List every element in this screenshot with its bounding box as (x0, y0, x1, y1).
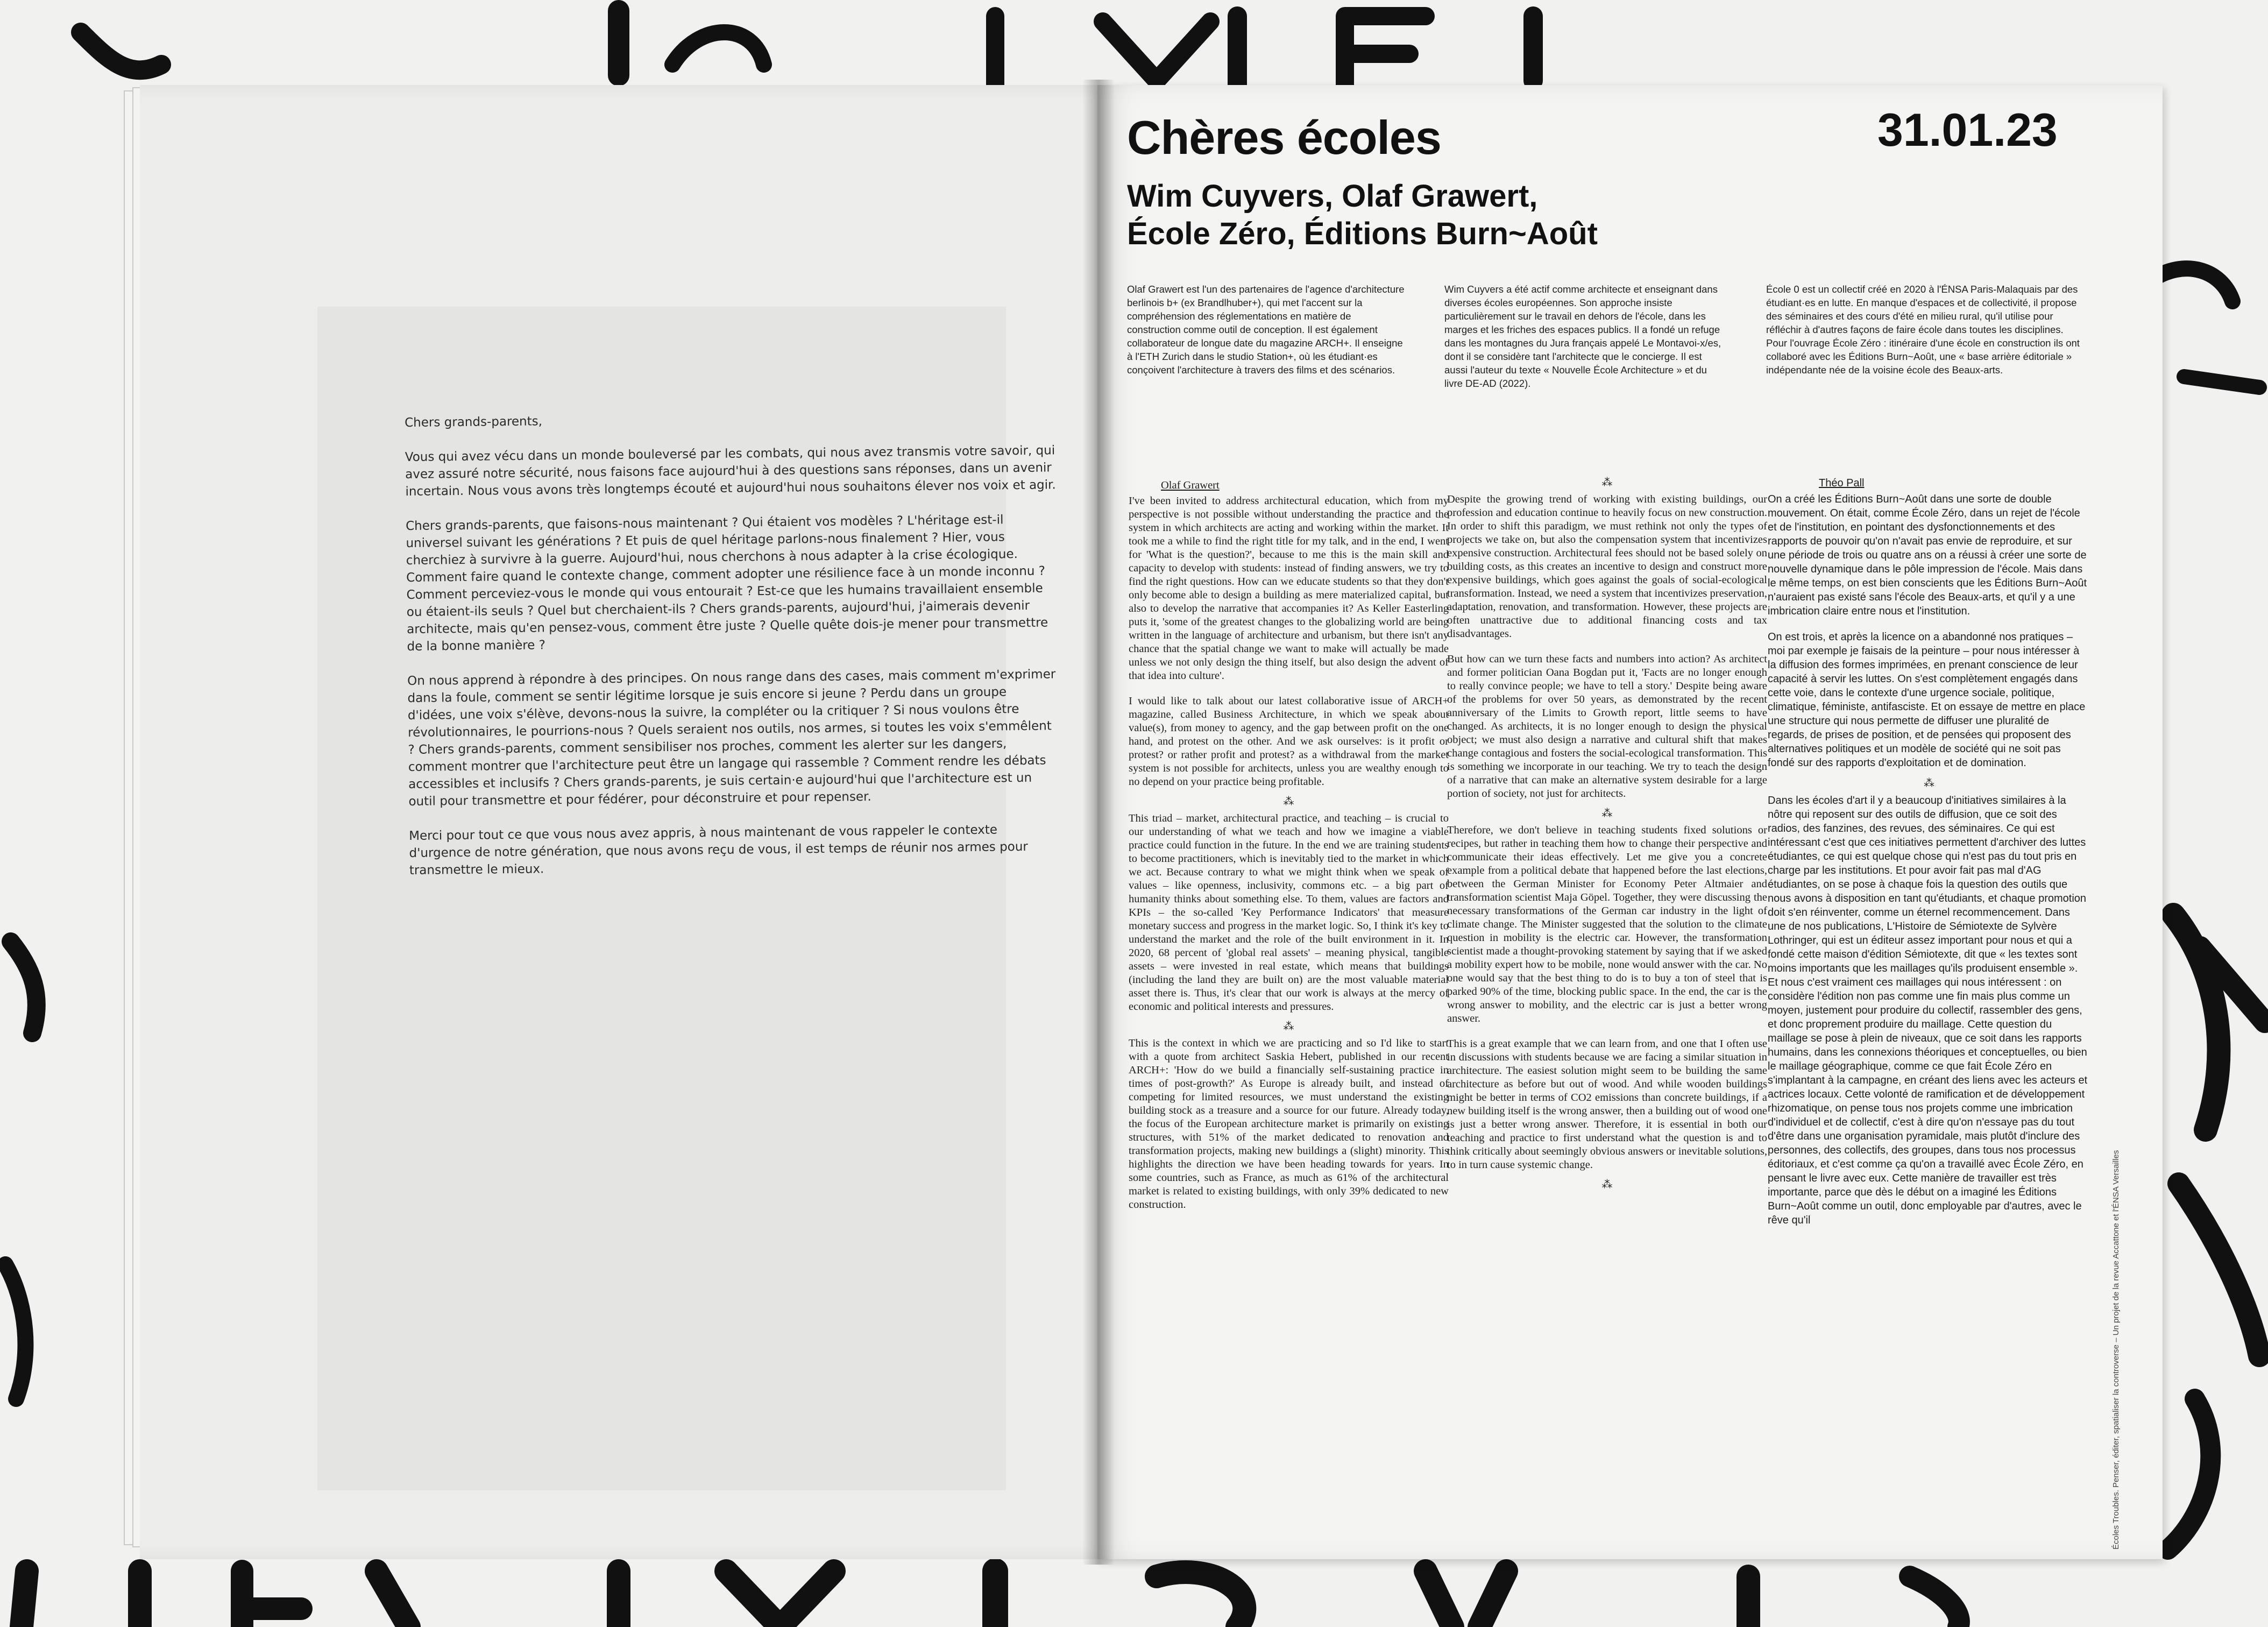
bio-wim-cuyvers: Wim Cuyvers a été actif comme architecte et enseignant dans diverses écoles européennes. Son approche insiste particulièrement sur le travail en dehors de l'école, dans les marges et les friches des espaces publics. Il a fondé un refuge dans les montagnes du Jura français appelé Le Montavoi-x/es, dont il se considère tant l'architecte que le concierge. Il est aussi l'auteur du texte « Nouvelle École Architecture » et du livre DE-AD (2022). (1444, 284, 1721, 389)
bio-olaf-grawert: Olaf Grawert est l'un des partenaires de l'agence d'architecture berlinois b+ (ex Brandlhuber+), qui met l'accent sur la compréhension des réglementations en matière de construction comme outil de conception. Il est également collaborateur de longue date du magazine ARCH+. Il enseigne à l'ETH Zurich dans le studio Station+, où les étudiant·es conçoivent l'architecture à travers des films et des scénarios. (1127, 284, 1405, 376)
body-paragraph: I've been invited to address architectural education, which from my perspective is not possible without understanding the practice and the system in which architects are acting and working within the market. It took me a while to find the right title for my talk, and in the end, I went for 'What is the question?', because to me this is the main skill and capacity to develop with students: instead of finding answers, we try to find the right questions. How can we educate students so that they don't only become able to design a building as mere materialized capital, but also to develop the narrative that accompanies it? As Keller Easterling puts it, 'some of the greatest changes to the globalizing world are being written in the language of architecture and urbanism, but there isn't any chance that the spatial change we want to make will actually be made unless we not only design the thing itself, but also design the advent of that idea into culture'. (1129, 495, 1449, 682)
section-divider: ⁂ (1601, 477, 1613, 489)
authors-line: Wim Cuyvers, Olaf Grawert, École Zéro, Éditions Burn~Août (1127, 179, 1598, 251)
column-olaf-grawert-continued (1447, 477, 1767, 1195)
section-divider: ⁂ (1283, 1021, 1294, 1032)
letter-paragraph: Vous qui avez vécu dans un monde bouleversé par les combats, qui nous avez transmis votre savoir, qui avez assuré notre sécurité, nous faisons face aujourd'hui à des questions sans réponses, dans un avenir incertain. Nous vous avons très longtemps écouté et aujourd'hui nous souhaitons élever nos voix et agir. (405, 443, 1056, 499)
signature: Olaf Grawert (1161, 479, 1220, 491)
section-divider: ⁂ (1601, 808, 1613, 819)
body-paragraph: This is the context in which we are practicing and so I'd like to start with a quote from architect Saskia Hebert, published in our recent ARCH+: 'How do we build a financially self-sustaining practice in times of post-growth?' As Europe is already built, and instead of competing for limited resources, we must understand the existing building stock as a treasure and a source for our future. Already today, the focus of the European architecture market is primarily on existing structures, with 51% of the market dedicated to renovation and transformation projects, making new buildings a (slight) minority. This highlights the direction we have been heading towards for years. In some countries, such as France, as much as 61% of the architectural market is related to existing buildings, with only 39% dedicated to new construction. (1129, 1037, 1449, 1211)
letter-paragraph: Chers grands-parents, que faisons-nous maintenant ? Qui étaient vos modèles ? L'héritage est-il universel suivant les générations ? Et puis de quel héritage parlons-nous finalement ? Hier, vous cherchiez à survivre à la guerre. Aujourd'hui, nous cherchons à nous adapter à la crise écologique. Comment faire quand le contexte change, comment adopter une résilience face à un monde inconnu ? Comment perceviez-vous le monde qui vous entourait ? Est-ce que les humains travaillaient ensemble ou étaient-ils seuls ? Quel but cherchaient-ils ? Chers grands-parents, aujourd'hui, j'aimerais devenir architecte, mais qu'en pensez-vous, comment être juste ? Quelle quête dois-je mener pour transmettre de la bonne manière ? (406, 513, 1048, 654)
section-divider: ⁂ (1283, 796, 1294, 808)
signature: Théo Pall (1819, 477, 1865, 489)
page-title: Chères écoles (1127, 111, 1441, 164)
letter-paragraph: On nous apprend à répondre à des principes. On nous range dans des cases, mais comment m'exprimer dans la foule, comment se sentir légitime lorsque je suis encore si jeune ? Perdu dans un groupe d'idées, une voix s'élève, devons-nous la suivre, la compléter ou la critiquer ? Si nous voulons être révolutionnaires, le pourrions-nous ? Quels seraient nos outils, nos armes, si toutes les voix s'emmêlent ? Chers grands-parents, comment sensibiliser nos proches, comment les alerter sur les dangers, comment montrer que l'architecture peut être un langage qui rassemble ? Comment rendre les débats accessibles et inclusifs ? Chers grands-parents, je suis certain·e aujourd'hui que l'architecture est un outil pour transmettre et pour fédérer, pour déconstruire et pour repenser. (407, 667, 1056, 809)
body-paragraph: On a créé les Éditions Burn~Août dans une sorte de double mouvement. On était, comme École Zéro, dans un rejet de l'école et de l'institution, en pointant des dysfonctionnements et des rapports de pouvoir qu'on n'avait pas envie de reproduire, et sur une période de trois ou quatre ans on a réussi à créer une sorte de nouvelle dynamique dans le pôle impression de l'école. Mais dans le même temps, on est bien conscients que les Éditions Burn~Août n'auraient pas existé sans l'école des Beaux-arts, et qu'il y a une imbrication claire entre nous et l'institution. (1768, 493, 2087, 617)
letter-paragraph: Chers grands-parents, (405, 414, 543, 430)
section-divider: ⁂ (1924, 777, 1934, 789)
issue-date: 31.01.23 (1877, 104, 2058, 156)
column-theo-pall (1768, 476, 2090, 1239)
section-divider: ⁂ (1601, 1179, 1613, 1191)
letter-text (405, 407, 1060, 896)
body-paragraph: Therefore, we don't believe in teaching students fixed solutions or recipes, but rather in teaching them how to change their perspective and communicate their ideas effectively. Let me give you a concrete example from a political debate that happened before the last elections, between the German Minister for Economy Peter Altmaier and transformation scientist Maja Göpel. Together, they were discussing the necessary transformations of the German car industry in the light of climate change. The Minister suggested that the solution to the climate question in mobility is the electric car. However, the transformation scientist made a thought-provoking statement by saying that if we asked a mobility expert how to be mobile, none would answer with the car. No one would say that the best thing to do is to buy a ton of steel that is parked 90% of the time, blocking public space. In the end, the car is the wrong answer to mobility, and the electric car is just a better wrong answer. (1447, 824, 1767, 1024)
bio-ecole-zero: École 0 est un collectif créé en 2020 à l'ÉNSA Paris-Malaquais par des étudiant·es en lutte. En manque d'espaces et de collectivité, il propose des séminaires et des cours d'été en milieu rural, qu'il utilise pour réfléchir à d'autres façons de faire école dans toutes les disciplines. Pour l'ouvrage École Zéro : itinéraire d'une école en construction ils ont collaboré avec les Éditions Burn~Août, une « base arrière éditoriale » indépendante née de la voisine école des Beaux-arts. (1766, 284, 2080, 376)
body-paragraph: I would like to talk about our latest collaborative issue of ARCH+ magazine, called Business Architecture, in which we speak about value(s), from money to agency, and the gap between profit on the one hand, and protest on the other. And we ask ourselves: is it profit or protest? or rather profit and protest? as a withdrawal from the market system is not possible for architects, unless you are wealthy enough to no depend on your practice being profitable. (1129, 695, 1449, 788)
body-paragraph: But how can we turn these facts and numbers into action? As architect and former politician Oana Bogdan put it, 'Facts are no longer enough to really convince people; we have to tell a story.' Despite being aware of the problems for over 50 years, as demonstrated by the recent anniversary of the Limits to Growth report, little seems to have changed. As architects, it is no longer enough to design the physical object; we must also design a narrative and cultural shift that makes change contagious and fosters the social-ecological transformation. This is something we incorporate in our teaching. We try to teach the design of a narrative that can make an alternative system desirable for a large portion of society, not just for architects. (1447, 653, 1767, 800)
body-paragraph: This triad – market, architectural practice, and teaching – is crucial to our understanding of what we teach and how we imagine a viable practice could function in the future. In the end we are training students to become practitioners, which is inevitably tied to the market in which we act. Because contrary to what we might think when we speak of values – like openness, inclusivity, commons etc. – a big part of humanity thinks about something else. To them, values are factors and KPIs – the so-called 'Key Performance Indicators' that measure monetary success and progress in the market logic. So, I think it's key to understand the market and the role of the built environment in it. In 2020, 68 percent of 'global real assets' – meaning physical, tangible assets – were invested in real estate, which means that buildings (including the land they are built on) are the most valuable material asset there is. Thus, it's clear that our work is always at the mercy of economic and political interests and pressures. (1129, 812, 1449, 1013)
letter-paragraph: Merci pour tout ce que vous nous avez appris, à nous maintenant de vous rappeler le contexte d'urgence de notre génération, que nous avons reçu de vous, il est temps de réunir nos armes pour transmettre le mieux. (409, 823, 1028, 878)
column-olaf-grawert (1129, 479, 1449, 1223)
body-paragraph: Dans les écoles d'art il y a beaucoup d'initiatives similaires à la nôtre qui reposent sur des outils de diffusion, que ce soit des radios, des fanzines, des revues, des séminaires. Ce qui est intéressant c'est que ces initiatives permettent d'archiver des luttes étudiantes, ce qui est quelque chose qui n'est pas du tout pris en charge par les institutions. Et pour avoir fait pas mal d'AG étudiantes, on se pose à chaque fois la question des outils que nous avons à disposition en tant qu'étudiants, et chaque promotion doit s'en réinventer, comme un éternel recommencement. Dans une de nos publications, L'Histoire de Sémiotexte de Sylvère Lothringer, qui est un éditeur assez important pour nous et qui a fondé cette maison d'édition Sémiotexte, dit que « les textes sont moins importants que les maillages qu'ils produisent ensemble ». Et nous c'est vraiment ces maillages qui nous intéressent : on considère l'édition non pas comme une fin mais plus comme un moyen, justement pour produire du collectif, rassembler des gens, et donc proprement produire du maillage. Cette question du maillage se pose à plein de niveaux, que ce soit dans les rapports humains, dans les connexions théoriques et conceptuelles, ou bien le maillage géographique, comme ce que fait École Zéro en s'implantant à la campagne, en créant des liens avec les acteurs et actrices locaux. Cette volonté de ramification et de développement rhizomatique, on pense tous nos projets comme une imbrication d'individuel et de collectif, c'est à dire qu'on n'essaye pas du tout d'être dans une organisation pyramidale, mais plutôt d'inclure des personnes, des collectifs, des groupes, dans tous nos processus éditoriaux, et c'est comme ça qu'on a travaillé avec École Zéro, en pensant le livre avec eux. Cette manière de travailler est très importante, parce que dès le début on a imaginé les Éditions Burn~Août comme un outil, donc employable par d'autres, avec le rêve qu'il (1768, 795, 2088, 1226)
vertical-credit: Écoles Troubles. Penser, éditer, spatialiser la controverse – Un projet de la revue Accattone et l'ÉNSA Versailles (2111, 1150, 2121, 1550)
body-paragraph: On est trois, et après la licence on a abandonné nos pratiques – moi par exemple je faisais de la peinture – pour nous intéresser à la diffusion des formes imprimées, en prenant conscience de leur capacité à servir les luttes. On s'est complètement engagés dans cette voie, dans le contexte d'une urgence sociale, politique, climatique, féministe, antifasciste. Et on essaye de mettre en place une structure qui nous permette de diffuser une pluralité de regards, de prises de position, et de pensées qui proposent des alternatives politiques et un modèle de société qui ne soit pas fondé sur des rapports d'exploitation et de domination. (1768, 631, 2086, 769)
spine-gutter (1082, 80, 1115, 1565)
body-paragraph: This is a great example that we can learn from, and one that I often use in discussions with students because we are facing a similar situation in architecture. The easiest solution might seem to be building the same architecture as before but out of wood. And while wooden buildings might be better in terms of CO2 emissions than concrete buildings, if a new building itself is the wrong answer, then a building out of wood one is just a better wrong answer. Therefore, it is essential in both our teaching and practice to first understand what the question is and to think critically about seemingly obvious answers or inevitable solutions, to in turn cause systemic change. (1447, 1038, 1767, 1171)
body-paragraph: Despite the growing trend of working with existing buildings, our profession and education continue to heavily focus on new construction. In order to shift this paradigm, we must rethink not only the types of projects we take on, but also the compensation system that incentivizes expensive construction. Architectural fees should not be based solely on building costs, as this creates an incentive to design and construct more expensive buildings, which goes against the goals of social-ecological transformation. Instead, we need a system that incentivizes preservation, adaptation, renovation, and transformation. However, these projects are often unattractive due to additional financing costs and tax disadvantages. (1447, 493, 1767, 640)
